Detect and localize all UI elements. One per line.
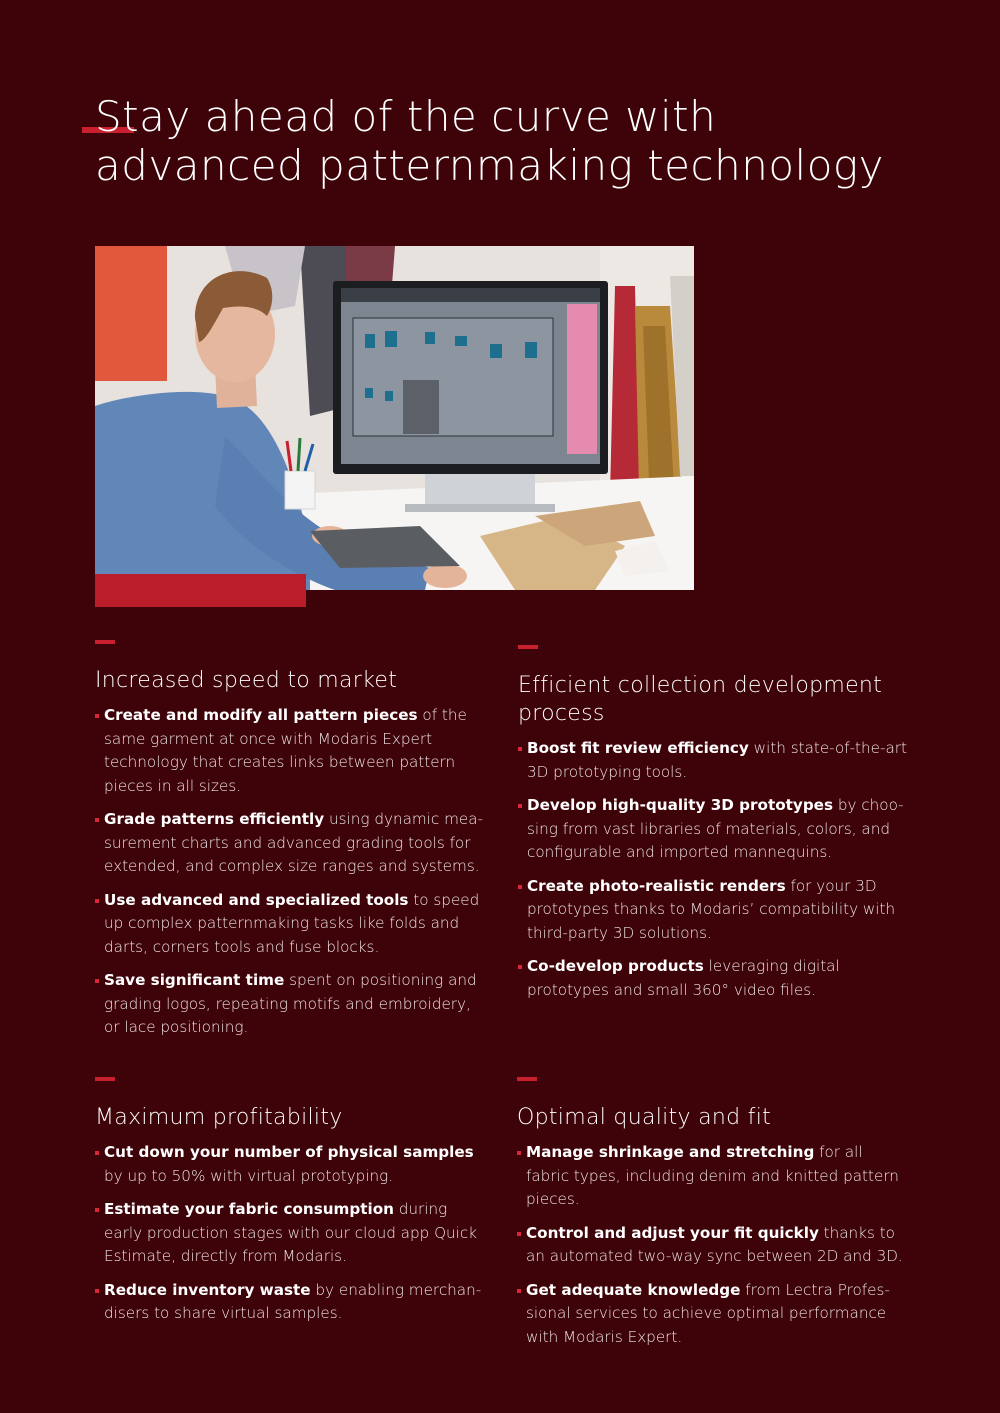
list-item-text: of the same garment at once with Modaris Expert technology that creates links between pattern pieces in all sizes.: [104, 706, 467, 795]
section-collection-development: [518, 645, 910, 1012]
list-item-text: by up to 50% with virtual prototyping.: [104, 1166, 394, 1185]
list-item: [518, 737, 910, 784]
list-item-bold: Develop high-quality 3D prototypes: [527, 796, 834, 814]
section-quality-and-fit: [517, 1077, 910, 1359]
section-accent-dash: [95, 1077, 115, 1081]
list-item-text: by choo-sing from vast libraries of materials, colors, and configurable and imported mannequins.: [527, 796, 904, 861]
section-accent-dash: [518, 645, 538, 649]
list-item-bold: Reduce inventory waste: [104, 1280, 311, 1299]
person-at-computer-photo: [95, 246, 694, 590]
bullet-list: [517, 1141, 910, 1349]
section-accent-dash: [95, 640, 115, 644]
list-item: [95, 704, 490, 798]
hero-photo: [95, 246, 694, 590]
list-item-bold: Estimate your fabric consumption: [104, 1200, 394, 1218]
list-item-text: to speed up complex patternmaking tasks like folds and darts, corners tools and fuse blocks.: [104, 890, 480, 956]
list-item-bold: Get adequate knowledge: [526, 1280, 741, 1299]
list-item: [518, 875, 910, 946]
page-title-line-2: advanced patternmaking technology: [95, 141, 884, 190]
list-item: [517, 1141, 910, 1212]
bullet-list: [95, 1141, 490, 1326]
list-item-bold: Manage shrinkage and stretching: [526, 1143, 815, 1161]
page-title: [95, 92, 955, 190]
list-item-text: from Lectra Profes-sional services to achieve optimal performance with Modaris Expert.: [526, 1280, 890, 1346]
section-heading: Optimal quality and fit: [517, 1105, 772, 1130]
list-item-text: leveraging digital prototypes and small 360° video files.: [527, 957, 840, 999]
section-heading: Efficient collection development process: [518, 673, 883, 726]
section-heading: Maximum profitability: [95, 1105, 343, 1130]
list-item: [517, 1279, 910, 1350]
list-item: [95, 1141, 490, 1188]
list-item: [517, 1222, 910, 1269]
section-heading: Increased speed to market: [95, 668, 398, 693]
list-item-text: using dynamic mea-surement charts and advanced grading tools for extended, and complex size ranges and systems.: [104, 810, 484, 875]
list-item: [95, 808, 490, 879]
list-item-bold: Boost fit review efficiency: [527, 739, 749, 757]
list-item: [518, 794, 910, 865]
list-item: [95, 1198, 490, 1269]
list-item-text: with state-of-the-art 3D prototyping tools.: [527, 739, 907, 781]
list-item-bold: Create and modify all pattern pieces: [104, 706, 418, 724]
list-item-bold: Create photo-realistic renders: [527, 876, 786, 895]
list-item-bold: Grade patterns efficiently: [104, 810, 325, 828]
bullet-list: [95, 704, 490, 1040]
list-item: [95, 969, 490, 1040]
section-accent-dash: [517, 1077, 537, 1081]
list-item-bold: Control and adjust your fit quickly: [526, 1223, 819, 1242]
list-item-text: thanks to an automated two-way sync between 2D and 3D.: [526, 1223, 903, 1265]
list-item-text: by enabling merchan-disers to share virtual samples.: [104, 1280, 482, 1322]
page-title-line-1: Stay ahead of the curve with: [95, 92, 717, 141]
list-item-text: for your 3D prototypes thanks to Modaris’ compatibility with third-party 3D solutions.: [527, 876, 896, 942]
list-item-bold: Save significant time: [104, 971, 285, 989]
list-item-bold: Cut down your number of physical samples: [104, 1143, 474, 1161]
section-speed-to-market: [95, 640, 490, 1050]
list-item: [95, 889, 490, 960]
list-item-bold: Co-develop products: [527, 957, 704, 975]
photo-accent-bar: [95, 574, 306, 607]
list-item-text: spent on positioning and grading logos, repeating motifs and embroidery, or lace positioning.: [104, 971, 477, 1036]
list-item-text: for all fabric types, including denim and knitted pattern pieces.: [526, 1143, 899, 1208]
list-item-text: during early production stages with our cloud app Quick Estimate, directly from Modaris.: [104, 1200, 478, 1265]
section-profitability: [95, 1077, 490, 1336]
list-item: [95, 1279, 490, 1326]
list-item-bold: Use advanced and specialized tools: [104, 890, 409, 909]
bullet-list: [518, 737, 910, 1002]
list-item: [518, 955, 910, 1002]
